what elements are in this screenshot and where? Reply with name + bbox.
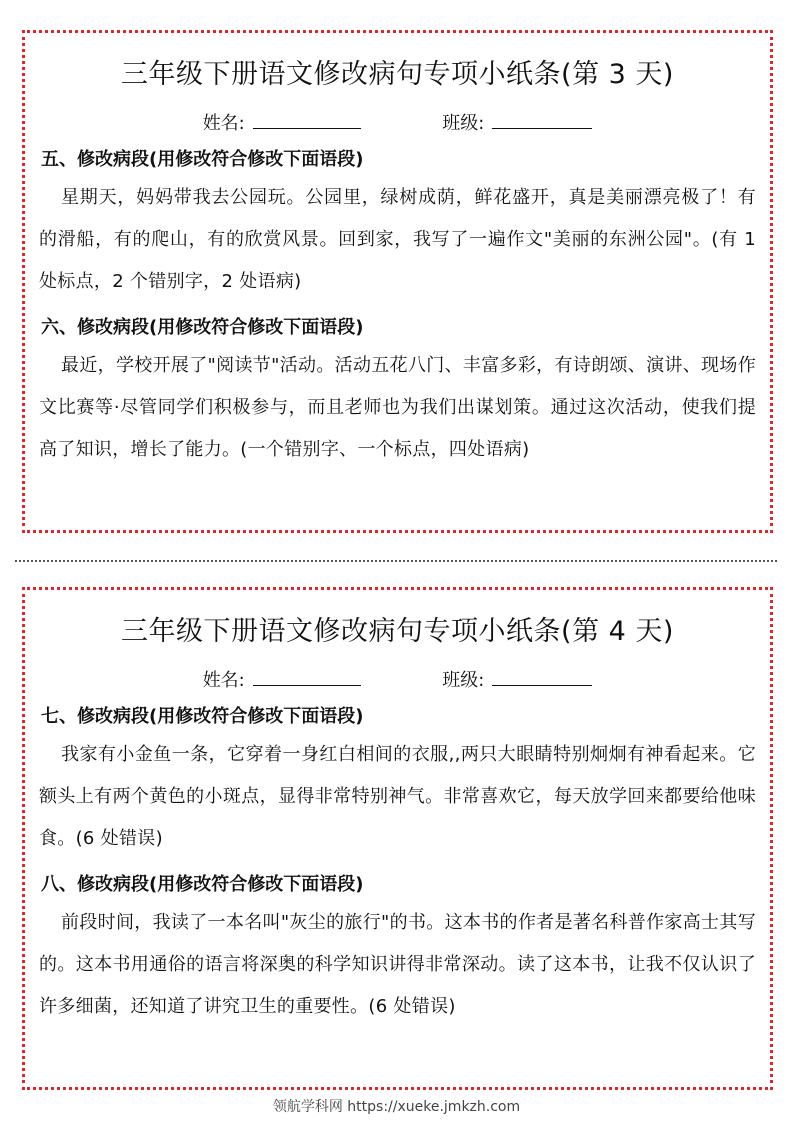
name-class-row [25, 666, 770, 692]
worksheet-title: 三年级下册语文修改病句专项小纸条(第 3 天) [121, 59, 674, 90]
worksheet-day-3 [22, 30, 773, 533]
section-5 [25, 145, 770, 303]
section-6 [25, 313, 770, 471]
section-heading: 六、修改病段(用修改符合修改下面语段) [41, 317, 364, 338]
worksheet-title: 三年级下册语文修改病句专项小纸条(第 4 天) [121, 616, 674, 647]
name-blank-field[interactable] [253, 110, 361, 129]
worksheet-day-4 [22, 587, 773, 1090]
name-label: 姓名: [202, 113, 245, 134]
name-label: 姓名: [202, 670, 245, 691]
section-paragraph: 前段时间，我读了一本名叫"灰尘的旅行"的书。这本书的作者是著名科普作家高士其写的。这本书用通俗的语言将深奥的科学知识讲得非常深动。读了这本书，让我不仅认识了许多细菌，还知道了讲究卫生的重要性。(6 处错误) [39, 912, 756, 1017]
section-paragraph: 我家有小金鱼一条，它穿着一身红白相间的衣服,,两只大眼睛特别炯炯有神看起来。它额头上有两个黄色的小斑点，显得非常特别神气。非常喜欢它，每天放学回来都要给他味食。(6 处错误) [39, 744, 756, 849]
section-7 [25, 702, 770, 860]
cut-line-divider [15, 560, 777, 562]
name-class-row [25, 109, 770, 135]
section-heading: 五、修改病段(用修改符合修改下面语段) [41, 149, 364, 170]
class-label: 班级: [442, 670, 485, 691]
class-blank-field[interactable] [492, 667, 592, 686]
section-heading: 八、修改病段(用修改符合修改下面语段) [41, 874, 364, 895]
class-label: 班级: [442, 113, 485, 134]
footer-watermark: 领航学科网 https://xueke.jmkzh.com [272, 1099, 521, 1115]
section-paragraph: 最近，学校开展了"阅读节"活动。活动五花八门、丰富多彩，有诗朗颂、演讲、现场作文比赛等·尽管同学们积极参与，而且老师也为我们出谋划策。通过这次活动，使我们提高了知识，增长了能力。(一个错别字、一个标点，四处语病) [39, 355, 756, 460]
class-blank-field[interactable] [492, 110, 592, 129]
section-heading: 七、修改病段(用修改符合修改下面语段) [41, 706, 364, 727]
section-8 [25, 870, 770, 1028]
name-blank-field[interactable] [253, 667, 361, 686]
section-paragraph: 星期天，妈妈带我去公园玩。公园里，绿树成荫，鲜花盛开，真是美丽漂亮极了！有的滑船，有的爬山，有的欣赏风景。回到家，我写了一遍作文"美丽的东洲公园"。(有 1 处标点，2 个错别字，2 处语病) [39, 187, 756, 292]
